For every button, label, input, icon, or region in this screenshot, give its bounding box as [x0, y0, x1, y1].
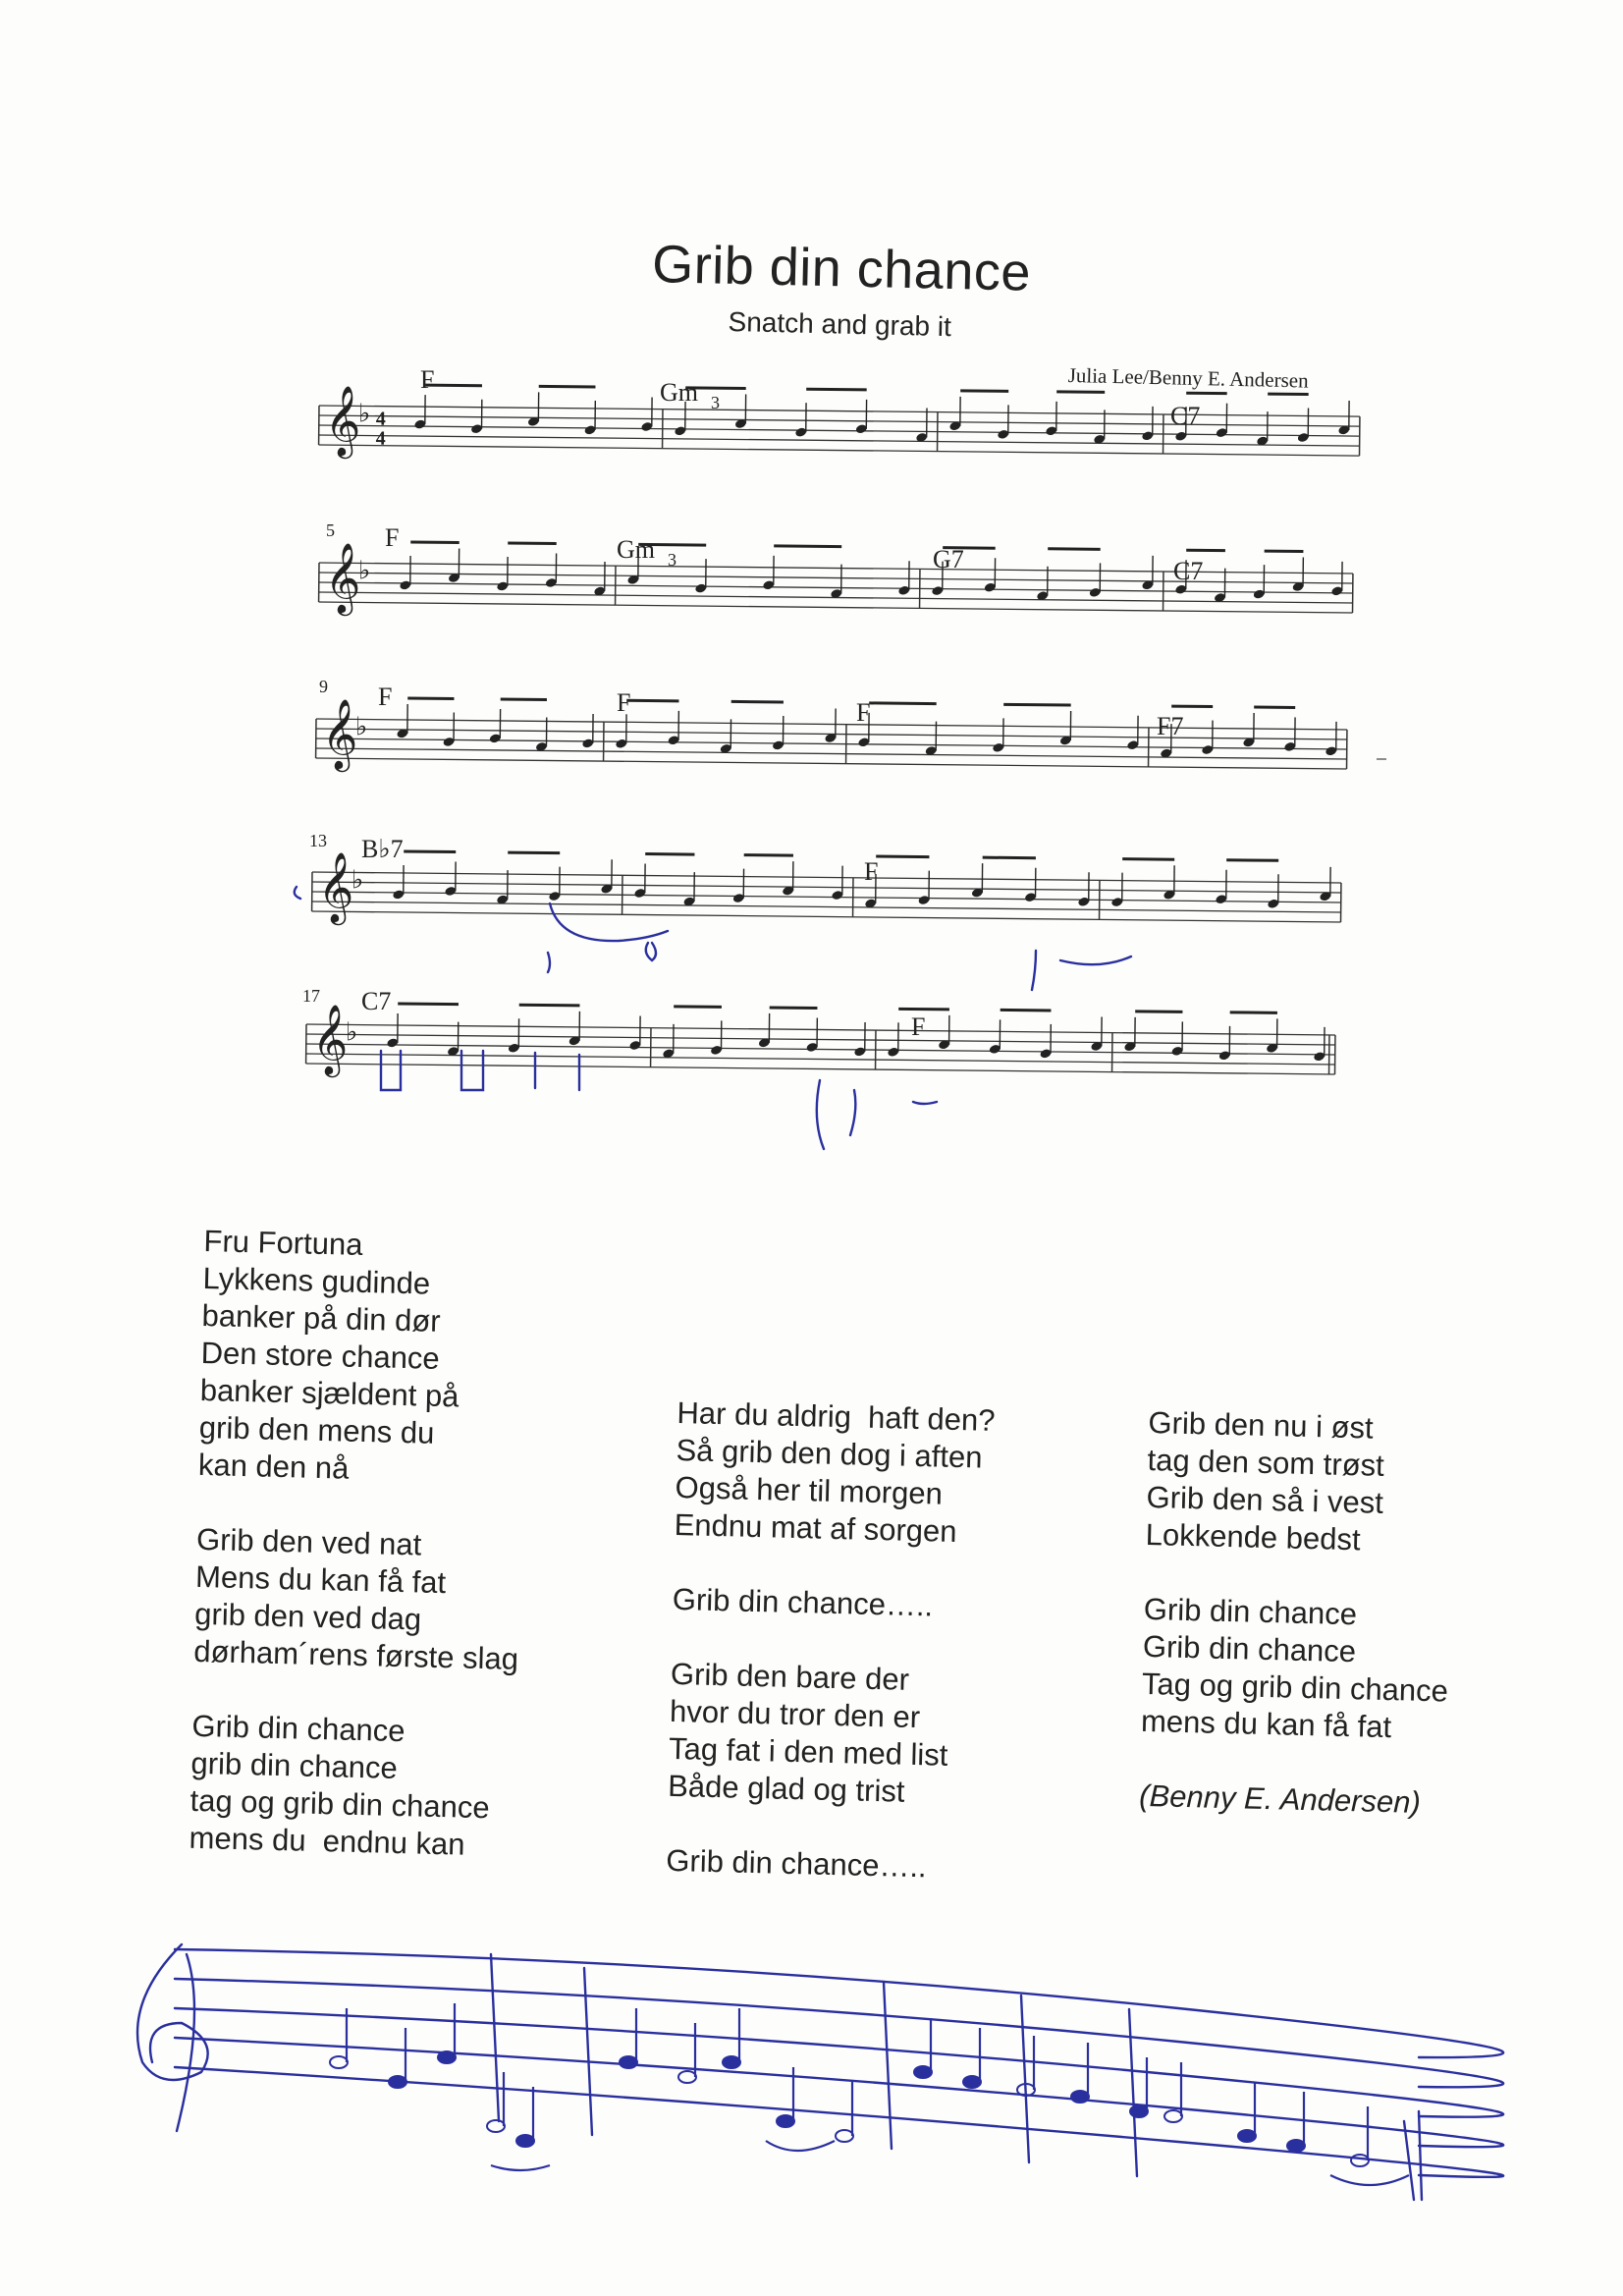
chord-symbol: F: [420, 365, 435, 394]
lyric-line: Grib den ved nat: [195, 1521, 422, 1562]
chord-symbol: C7: [1173, 557, 1204, 585]
key-flat: ♭: [357, 399, 371, 429]
chord-symbol: C7: [361, 987, 392, 1015]
note-beam: [1230, 1012, 1277, 1013]
note-beam: [898, 1009, 949, 1010]
note-beam: [806, 389, 866, 390]
lyric-line: grib den mens du: [198, 1409, 435, 1450]
lyrics-column-1: [189, 1223, 528, 1865]
note-beam: [744, 855, 793, 856]
ink-stroke: [913, 1102, 937, 1104]
treble-clef: 𝄞: [317, 850, 354, 923]
staff-line: [312, 882, 1341, 893]
handwritten-note-head: [777, 2115, 794, 2127]
staff-system: [311, 850, 1341, 936]
staff-line: [319, 602, 1353, 613]
handwritten-note-head: [330, 2056, 348, 2068]
lyric-line: mens du endnu kan: [189, 1820, 465, 1862]
handwritten-note-head: [516, 2135, 534, 2147]
ink-stroke: [381, 1051, 401, 1090]
staff-line: [312, 872, 1341, 883]
handwritten-note-head: [1130, 2105, 1148, 2117]
note-beam: [731, 701, 784, 702]
chord-symbol: B♭7: [361, 835, 404, 863]
chord-symbol: C7: [1170, 402, 1201, 430]
note-beam: [404, 851, 456, 852]
chord-symbol: F: [378, 683, 393, 711]
lyric-line: dørham´rens første slag: [192, 1633, 519, 1676]
handwritten-ledger: [491, 2141, 1409, 2185]
handwritten-note-head: [1287, 2140, 1305, 2152]
composer-credit: Julia Lee/Benny E. Andersen: [1067, 363, 1309, 393]
staff-line: [316, 719, 1347, 730]
handwritten-staff-line: [175, 1979, 1503, 2087]
key-flat: ♭: [354, 712, 368, 742]
ink-annotations: [295, 887, 1131, 1149]
lyric-line: tag og grib din chance: [189, 1782, 491, 1826]
handwritten-barline: [584, 1968, 592, 2135]
treble-clef: 𝄞: [321, 697, 358, 770]
handwritten-note-head: [1238, 2130, 1256, 2142]
lyric-line: Grib din chance: [1143, 1591, 1358, 1632]
lyric-line: mens du kan få fat: [1140, 1703, 1392, 1745]
lyric-line: Grib din chance…..: [665, 1842, 928, 1885]
handwritten-note-head: [678, 2071, 696, 2083]
handwritten-note-head: [438, 2051, 456, 2063]
treble-clef: 𝄞: [311, 1003, 349, 1075]
treble-clef: 𝄞: [324, 384, 361, 457]
lyric-line: Både glad og trist: [667, 1768, 905, 1809]
staff-line: [306, 1064, 1335, 1074]
note-beam: [1122, 859, 1174, 860]
handwritten-barline: [1419, 2111, 1422, 2200]
note-beam: [1135, 1011, 1182, 1012]
lyric-line: Tag og grib din chance: [1141, 1666, 1449, 1709]
lyric-line: Grib den nu i øst: [1148, 1404, 1375, 1446]
note-beam: [398, 1004, 459, 1005]
handwritten-barline: [884, 1982, 892, 2149]
treble-clef: 𝄞: [324, 541, 361, 614]
lyric-line: kan den nå: [197, 1447, 350, 1486]
note-beam: [626, 700, 678, 701]
lyric-line: Mens du kan få fat: [194, 1558, 447, 1601]
note-beam: [508, 543, 556, 544]
handwritten-staff-line: [175, 1949, 1503, 2057]
lyric-line: Grib den bare der: [670, 1656, 910, 1697]
handwritten-note-head: [963, 2076, 981, 2088]
staff-line: [319, 445, 1360, 456]
measure-number: 17: [302, 986, 320, 1006]
chord-symbol: Gm: [617, 535, 655, 564]
chord-symbol: F: [617, 688, 631, 717]
ink-stroke: [1032, 951, 1036, 990]
handwritten-staff-lines: [137, 1944, 1503, 2200]
lyric-line: Den store chance: [200, 1335, 441, 1376]
note-beam: [519, 1005, 580, 1006]
tuplet-number: 3: [668, 550, 676, 570]
note-beam: [645, 854, 694, 855]
lyric-line: banker sjældent på: [199, 1372, 460, 1414]
handwritten-barline: [1404, 2121, 1414, 2200]
chord-symbol: Gm: [660, 378, 698, 407]
key-flat: ♭: [345, 1017, 358, 1048]
handwritten-note-head: [723, 2056, 740, 2068]
lyric-line: Har du aldrig haft den?: [676, 1394, 996, 1438]
note-beam: [674, 1007, 722, 1008]
note-beam: [508, 852, 560, 853]
note-beam: [1003, 704, 1070, 705]
handwritten-staff: [137, 1944, 1503, 2200]
staff-line: [306, 1034, 1335, 1045]
lyrics-column-3: [1139, 1404, 1455, 1822]
chord-symbol: F: [864, 857, 879, 886]
measure-number: 9: [319, 677, 328, 696]
lyric-line: Grib din chance: [1142, 1628, 1357, 1669]
ink-stroke: [548, 953, 550, 972]
handwritten-notes: [330, 2003, 1369, 2166]
staff-line: [319, 415, 1360, 426]
ink-stroke: [646, 943, 656, 960]
note-beam: [539, 386, 596, 387]
measure-number: 5: [326, 520, 335, 540]
key-flat: ♭: [351, 865, 364, 896]
key-flat: ♭: [357, 556, 371, 586]
note-beam: [983, 857, 1036, 858]
measure-number: 13: [309, 831, 327, 850]
time-signature: 4: [375, 408, 386, 430]
note-beam: [774, 546, 841, 547]
chord-symbol: F: [911, 1012, 926, 1041]
lyric-line: grib din chance: [190, 1745, 399, 1785]
lyric-line: Grib din chance…..: [672, 1581, 934, 1623]
note-beam: [876, 856, 929, 857]
staff-line: [316, 748, 1347, 759]
lyric-line: hvor du tror den er: [669, 1693, 921, 1735]
note-beam: [960, 391, 1008, 392]
lyric-line: Lokkende bedst: [1145, 1516, 1362, 1558]
handwritten-note-head: [487, 2120, 505, 2132]
lyric-line: Også her til morgen: [675, 1469, 944, 1511]
lyric-line: Fru Fortuna: [203, 1223, 363, 1262]
chord-symbol: F7: [1157, 712, 1184, 740]
lyric-line: (Benny E. Andersen): [1138, 1777, 1422, 1820]
staff-systems: [295, 384, 1386, 1149]
staff-line: [312, 902, 1341, 912]
staff-line: [319, 435, 1360, 446]
handwritten-note-head: [836, 2130, 853, 2142]
note-beam: [1001, 1010, 1052, 1011]
lyrics-column-2: [666, 1394, 996, 1887]
handwritten-note-head: [914, 2066, 932, 2078]
note-beam: [770, 1008, 818, 1009]
chord-symbol: F: [856, 698, 871, 727]
lyric-line: Så grib den dog i aften: [676, 1432, 983, 1475]
song-subtitle: Snatch and grab it: [728, 306, 952, 343]
lyric-line: Grib den så i vest: [1146, 1479, 1384, 1520]
ink-stroke: [850, 1090, 855, 1135]
handwritten-note-head: [1164, 2110, 1182, 2122]
note-beam: [410, 542, 459, 543]
staff-line: [319, 406, 1360, 416]
time-signature: 4: [375, 427, 386, 450]
staff-line: [312, 892, 1341, 902]
ink-stroke: [461, 1051, 483, 1090]
tuplet-number: 3: [711, 393, 720, 412]
note-beam: [1056, 392, 1105, 393]
ink-stroke: [295, 887, 300, 899]
staff-system: [305, 1003, 1335, 1088]
handwritten-barline: [1129, 2009, 1137, 2176]
handwritten-barline: [491, 1954, 499, 2121]
lyric-line: banker på din dør: [201, 1297, 442, 1339]
staff-system: [318, 384, 1360, 469]
staff-system: [315, 697, 1347, 783]
note-beam: [1226, 860, 1278, 861]
lyric-line: tag den som trøst: [1147, 1442, 1385, 1483]
ink-stroke: [550, 903, 668, 941]
lyric-line: grib den ved dag: [193, 1596, 422, 1637]
staff-line: [306, 1024, 1335, 1035]
lyric-line: Lykkens gudinde: [202, 1260, 431, 1301]
song-title: Grib din chance: [651, 234, 1032, 302]
staff-line: [316, 758, 1347, 769]
lyric-line: Tag fat i den med list: [668, 1730, 948, 1773]
staff-line: [312, 911, 1341, 922]
handwritten-note-head: [620, 2056, 637, 2068]
note-beam: [869, 703, 936, 704]
ink-stroke: [1060, 957, 1131, 964]
note-beam: [1048, 549, 1100, 550]
chord-symbol: F: [385, 523, 400, 552]
handwritten-note-head: [1071, 2091, 1089, 2103]
handwritten-note-head: [1351, 2155, 1369, 2166]
ink-stroke: [817, 1080, 824, 1149]
handwritten-note-head: [389, 2076, 406, 2088]
lyric-line: Endnu mat af sorgen: [674, 1506, 957, 1549]
handwritten-barline: [1021, 1995, 1029, 2162]
lyric-line: Grib din chance: [191, 1708, 406, 1749]
chord-symbol: G7: [933, 545, 964, 574]
